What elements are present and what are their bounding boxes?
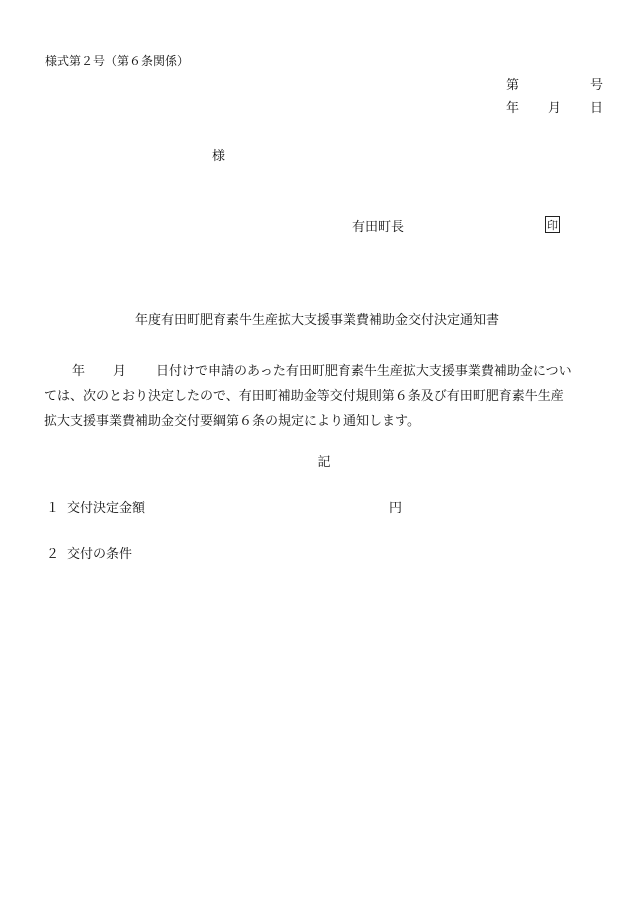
- date-year-label: 年: [506, 101, 520, 116]
- item-2-number: ２: [46, 547, 60, 562]
- date-month-label: 月: [548, 101, 562, 116]
- item-1-unit: 円: [389, 501, 403, 516]
- body-line-3: 拡大支援事業費補助金交付要綱第６条の規定により通知します。: [44, 414, 420, 429]
- reference-number-prefix: 第: [506, 78, 520, 93]
- body-line-1: [44, 359, 609, 384]
- body-line-2: ては、次のとおり決定したので、有田町補助金等交付規則第６条及び有田町肥育素牛生産: [44, 389, 564, 404]
- body-paragraph: [44, 359, 609, 434]
- item-1-number: １: [46, 501, 60, 516]
- reference-number-suffix: 号: [590, 78, 604, 93]
- document-title: 年度有田町肥育素牛生産拡大支援事業費補助金交付決定通知書: [134, 313, 499, 328]
- issuer-title: 有田町長: [352, 220, 405, 235]
- seal-stamp-box: 印: [545, 216, 560, 233]
- item-2-label: 交付の条件: [67, 547, 133, 562]
- form-label: 様式第２号（第６条関係）: [45, 54, 190, 68]
- body-line-1-text: 日付けで申請のあった有田町肥育素牛生産拡大支援事業費補助金につい: [156, 364, 572, 379]
- item-1-label: 交付決定金額: [67, 501, 146, 516]
- body-month-label: 月: [113, 364, 127, 379]
- ki-heading: 記: [317, 455, 331, 470]
- date-day-label: 日: [590, 101, 604, 116]
- addressee-suffix: 様: [212, 149, 226, 164]
- body-year-label: 年: [72, 364, 86, 379]
